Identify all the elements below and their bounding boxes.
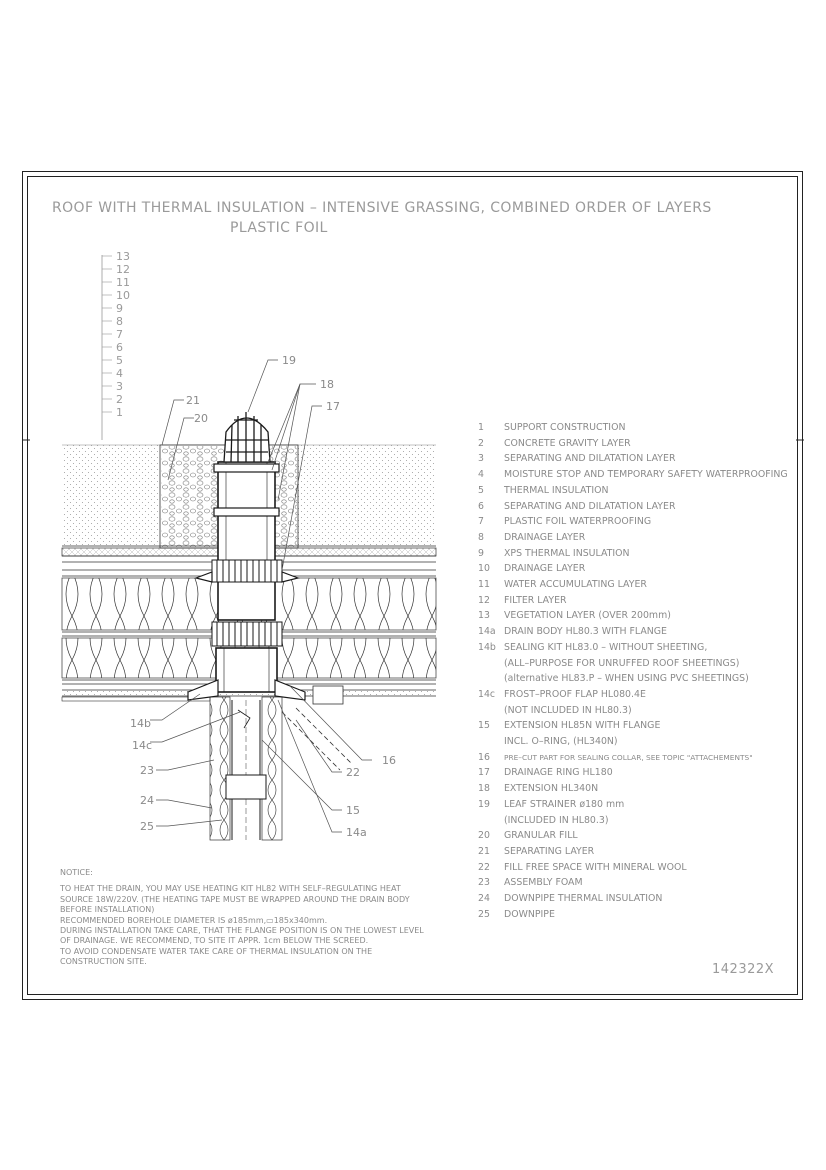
callout-24: 24 [140,794,154,807]
legend-item [478,844,788,860]
legend-item [478,687,788,718]
notice-line: OF DRAINAGE. WE RECOMMEND, TO SITE IT APPR. 1cm BELOW THE SCREED. [60,936,369,946]
legend-item-number: 2 [478,437,484,449]
scale-label-5: 5 [116,354,123,367]
callout-17: 17 [326,400,340,413]
legend-item-number: 5 [478,484,484,496]
legend-item-text: SEPARATING AND DILATATION LAYER [504,453,676,465]
legend-item-number: 11 [478,579,490,591]
legend-item-number: 15 [478,720,490,732]
legend-item [478,546,788,562]
layer-legend [478,420,788,923]
legend-item-number: 10 [478,563,490,575]
layer-scale-ticks [102,256,112,412]
drainage-ring-upper [212,560,282,582]
callout-15: 15 [346,804,360,817]
downpipe-insulation [210,697,282,840]
legend-item [478,891,788,907]
legend-item-number: 24 [478,893,490,905]
drainage-ring-lower [212,622,282,646]
legend-item [478,765,788,781]
scale-label-12: 12 [116,263,130,276]
scale-label-9: 9 [116,302,123,315]
callout-20: 20 [194,412,208,425]
legend-item [478,420,788,436]
notice-line: RECOMMENDED BOREHOLE DIAMETER IS ø185mm,▭185x340mm. [60,915,328,925]
title-line-2: PLASTIC FOIL [230,220,328,236]
notice-heading: NOTICE: [60,868,93,877]
legend-item-text: PRE–CUT PART FOR SEALING COLLAR, SEE TOPIC "ATTACHEMENTS" [504,752,753,762]
legend-item-number: 7 [478,516,484,528]
legend-item-number: 19 [478,798,490,810]
legend-item-number: 22 [478,861,490,873]
notice-line: TO HEAT THE DRAIN, YOU MAY USE HEATING KIT HL82 WITH SELF–REGULATING HEAT [60,884,401,894]
callout-14a: 14a [346,826,367,839]
legend-item [478,781,788,797]
legend-item-text: SEPARATING AND DILATATION LAYER [504,500,676,512]
callout-19: 19 [282,354,296,367]
legend-item-number: 8 [478,531,484,543]
legend-item-text: PLASTIC FOIL WATERPROOFING [504,516,652,528]
legend-item-text: FROST–PROOF FLAP HL080.4E (NOT INCLUDED IN HL80.3) [504,688,646,716]
legend-item-text: FILL FREE SPACE WITH MINERAL WOOL [504,861,687,873]
legend-item [478,828,788,844]
legend-item-text: EXTENSION HL85N WITH FLANGE INCL. O–RING, (HL340N) [504,720,661,748]
legend-item-number: 16 [478,751,490,763]
legend-item-number: 14a [478,626,496,638]
callout-14c: 14c [132,739,153,752]
notice-line: SOURCE 18W/220V. (THE HEATING TAPE MUST BE WRAPPED AROUND THE DRAIN BODY [60,894,410,904]
notice-block [60,868,440,968]
legend-item-text: DOWNPIPE [504,908,555,920]
legend-item-number: 1 [478,422,484,433]
document-number: 142322X [712,962,775,977]
legend-item [478,624,788,640]
legend-item-number: 21 [478,845,490,857]
legend-item-number: 23 [478,877,490,889]
scale-label-2: 2 [116,393,123,406]
legend-item-text: ASSEMBLY FOAM [504,877,583,889]
legend-item-text: SEALING KIT HL83.0 – WITHOUT SHEETING, (ALL–PURPOSE FOR UNRUFFED ROOF SHEETINGS) (alternative HL83.P – WHEN USING PVC SHEETINGS) [504,641,749,685]
legend-item-number: 14b [478,641,496,653]
legend-item-text: THERMAL INSULATION [504,484,609,496]
legend-item-text: DOWNPIPE THERMAL INSULATION [504,893,663,905]
legend-item [478,640,788,687]
notice-line: TO AVOID CONDENSATE WATER TAKE CARE OF THERMAL INSULATION ON THE [60,946,373,956]
legend-item-number: 3 [478,453,484,465]
scale-label-4: 4 [116,367,123,380]
legend-item-text: SEPARATING LAYER [504,845,595,857]
legend-item-text: DRAIN BODY HL80.3 WITH FLANGE [504,626,667,638]
legend-item [478,860,788,876]
notice-line: CONSTRUCTION SITE. [60,957,147,967]
legend-item-text: LEAF STRAINER ø180 mm (INCLUDED IN HL80.3) [504,798,625,826]
legend-item-text: DRAINAGE LAYER [504,531,586,543]
legend-item-number: 17 [478,767,490,779]
legend-item-text: FILTER LAYER [504,594,567,606]
scale-label-6: 6 [116,341,123,354]
legend-item [478,436,788,452]
callout-14b: 14b [130,717,151,730]
notice-line: DURING INSTALLATION TAKE CARE, THAT THE FLANGE POSITION IS ON THE LOWEST LEVEL [60,926,424,936]
scale-label-1: 1 [116,406,123,419]
scale-label-11: 11 [116,276,130,289]
legend-item [478,593,788,609]
legend-item [478,530,788,546]
legend-item-number: 9 [478,547,484,559]
legend-item-text: SUPPORT CONSTRUCTION [504,422,626,433]
title-line-1: ROOF WITH THERMAL INSULATION – INTENSIVE GRASSING, COMBINED ORDER OF LAYERS [52,200,712,216]
legend-item-number: 25 [478,908,490,920]
legend-item [478,499,788,515]
legend-item-text: DRAINAGE RING HL180 [504,767,613,779]
callout-21: 21 [186,394,200,407]
legend-item-text: WATER ACCUMULATING LAYER [504,579,647,591]
legend-item [478,467,788,483]
legend-item [478,514,788,530]
legend-item-number: 12 [478,594,490,606]
legend-item-number: 13 [478,610,490,622]
legend-item [478,750,788,766]
legend-item-text: MOISTURE STOP AND TEMPORARY SAFETY WATERPROOFING [504,469,788,481]
legend-item [478,561,788,577]
callout-22: 22 [346,766,360,779]
notice-line: BEFORE INSTALLATION) [60,905,155,915]
legend-item-text: CONCRETE GRAVITY LAYER [504,437,631,449]
scale-label-7: 7 [116,328,123,341]
legend-item [478,608,788,624]
scale-label-13: 13 [116,250,130,263]
legend-item-text: XPS THERMAL INSULATION [504,547,630,559]
legend-item-number: 18 [478,783,490,795]
legend-item [478,907,788,923]
legend-item-number: 4 [478,469,484,481]
leaf-strainer [224,412,270,462]
legend-item [478,483,788,499]
callout-23: 23 [140,764,154,777]
legend-item-text: DRAINAGE LAYER [504,563,586,575]
legend-item-number: 20 [478,830,490,842]
callout-16: 16 [382,754,396,767]
legend-item [478,875,788,891]
legend-item [478,451,788,467]
legend-item [478,718,788,749]
legend-item-text: VEGETATION LAYER (OVER 200mm) [504,610,671,622]
legend-item [478,577,788,593]
scale-label-10: 10 [116,289,130,302]
legend-item-number: 6 [478,500,484,512]
legend-item-text: GRANULAR FILL [504,830,578,842]
callout-25: 25 [140,820,154,833]
callout-18: 18 [320,378,334,391]
scale-label-3: 3 [116,380,123,393]
legend-item-text: EXTENSION HL340N [504,783,599,795]
scale-label-8: 8 [116,315,123,328]
legend-item-number: 14c [478,688,496,700]
legend-item [478,797,788,828]
